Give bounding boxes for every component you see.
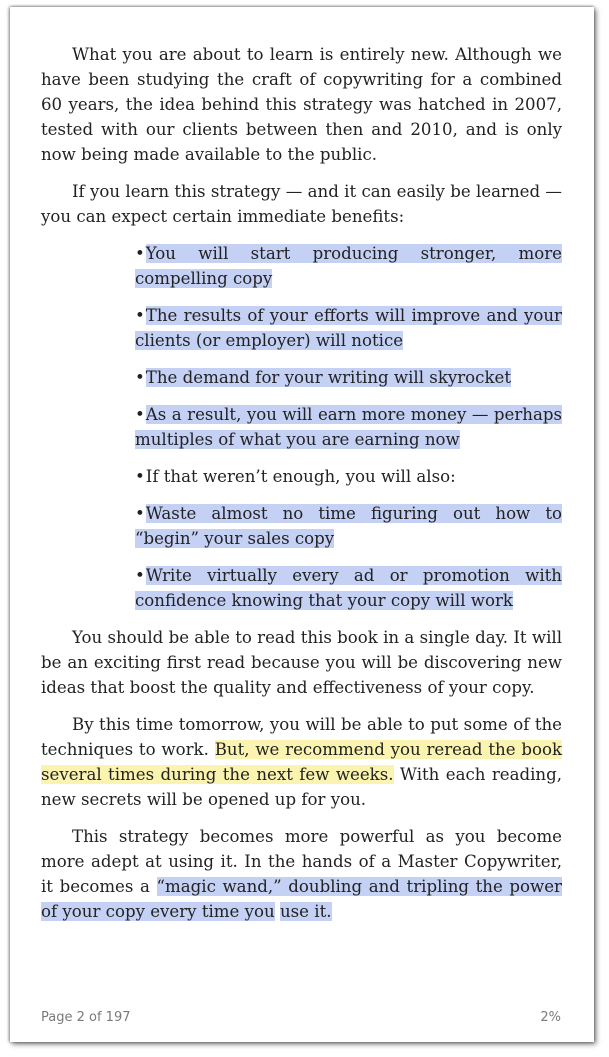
list-item[interactable]: [135, 402, 562, 452]
bullet-icon: •: [135, 467, 145, 486]
list-item-text[interactable]: If that weren’t enough, you will also:: [145, 467, 456, 486]
paragraph-text: By this time tomorrow, you will be able to put some of the techniques to work.: [41, 715, 562, 759]
bullet-icon: •: [135, 566, 145, 585]
benefits-list: [135, 241, 562, 613]
paragraph-single-day[interactable]: You should be able to read this book in a single day. It will be an exciting first read because you will be discovering new ideas that boost the quality and effectiveness of your copy.: [41, 628, 562, 697]
paragraph-text: This strategy becomes more powerful as you become more adept at using it. In the hands of a Master Copywriter, it becomes a: [41, 827, 562, 896]
paragraph-benefits-intro[interactable]: If you learn this strategy — and it can easily be learned — you can expect certain immediate benefits:: [41, 182, 562, 226]
paragraph-master-copywriter[interactable]: [41, 824, 562, 924]
reading-progress: 2%: [540, 1010, 561, 1025]
highlighted-text[interactable]: use it.: [279, 902, 332, 921]
list-item[interactable]: [135, 501, 562, 551]
reader-page: [10, 7, 594, 1042]
page-text[interactable]: [41, 42, 562, 936]
page-number: Page 2 of 197: [41, 1010, 131, 1025]
bullet-icon: •: [135, 244, 145, 263]
bullet-icon: •: [135, 368, 145, 387]
paragraph-tomorrow[interactable]: [41, 712, 562, 812]
highlighted-text[interactable]: The demand for your writing will skyrocket: [145, 368, 512, 387]
highlighted-text[interactable]: As a result, you will earn more money — perhaps multiples of what you are earning now: [135, 405, 562, 449]
paragraph-intro[interactable]: What you are about to learn is entirely new. Although we have been studying the craft of copywriting for a combined 60 years, the idea behind this strategy was hatched in 2007, tested with our clients between then and 2010, and is only now being made available to the public.: [41, 45, 562, 164]
list-item[interactable]: [135, 241, 562, 291]
paragraph-text: With each reading, new secrets will be opened up for you.: [41, 765, 563, 809]
highlighted-text[interactable]: The results of your efforts will improve and your clients (or employer) will notice: [135, 306, 562, 350]
list-item[interactable]: [135, 303, 562, 353]
list-item[interactable]: [135, 563, 562, 613]
list-item[interactable]: [135, 464, 562, 489]
bullet-icon: •: [135, 405, 145, 424]
highlighted-text[interactable]: Write virtually every ad or promotion with confidence knowing that your copy will work: [135, 566, 562, 610]
highlighted-text[interactable]: You will start producing stronger, more compelling copy: [135, 244, 562, 288]
bullet-icon: •: [135, 504, 145, 523]
bullet-icon: •: [135, 306, 145, 325]
list-item[interactable]: [135, 365, 562, 390]
highlighted-text[interactable]: “magic wand,” doubling and tripling the power of your copy every time you: [41, 877, 562, 921]
highlighted-text[interactable]: But, we recommend you reread the book several times during the next few weeks.: [41, 740, 562, 784]
highlighted-text[interactable]: Waste almost no time figuring out how to “begin” your sales copy: [135, 504, 562, 548]
